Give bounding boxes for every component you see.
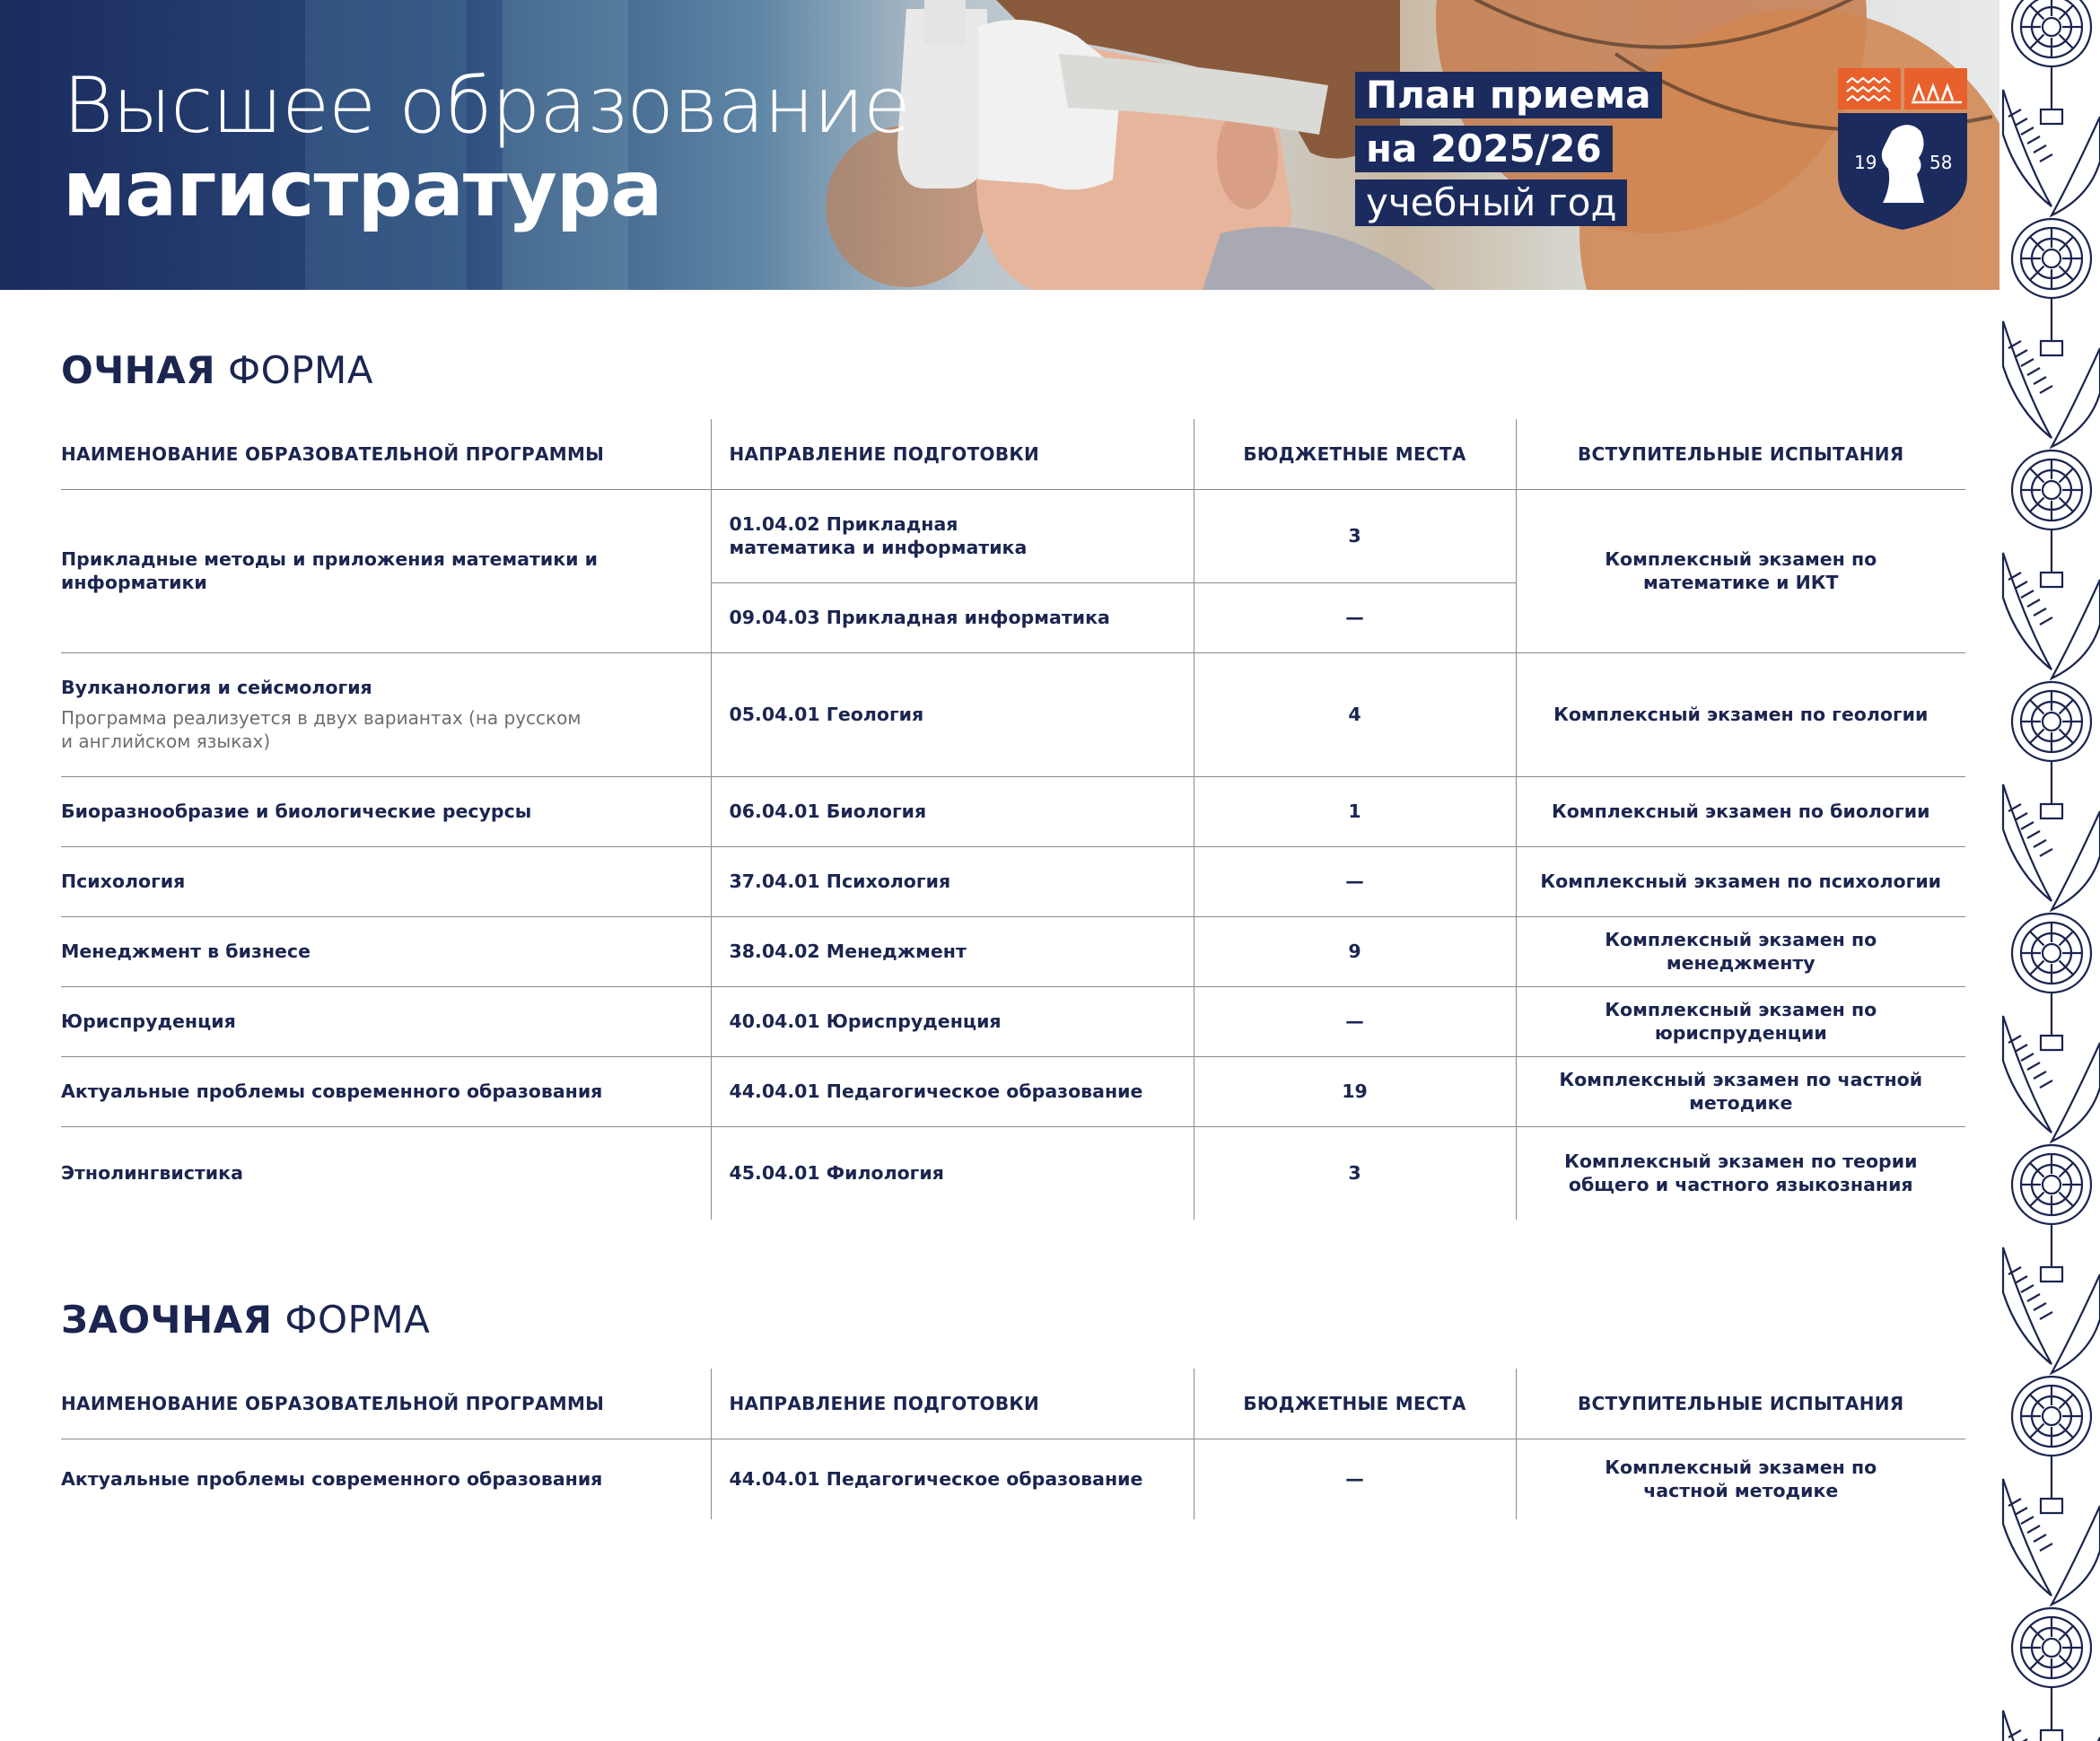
section-title-part-time (61, 1298, 430, 1342)
program-cell: Прикладные методы и приложения математики и информатики (61, 489, 711, 652)
program-cell: Актуальные проблемы современного образования (61, 1468, 603, 1491)
ornament-rosette (2003, 451, 2100, 678)
plan-line-2: на 2025/26 (1355, 126, 1613, 172)
direction-text: 01.04.02 Прикладная математика и информатика (729, 513, 1028, 558)
ornament-rosette (2003, 219, 2100, 447)
table-row (61, 652, 1965, 776)
program-name: Вулканология и сейсмология (61, 677, 372, 698)
table-row (61, 916, 1965, 986)
table-row (61, 1439, 1965, 1519)
places-cell: — (1194, 1439, 1516, 1519)
table-header-row (61, 419, 1965, 489)
places-cell: 4 (1194, 652, 1516, 776)
table-header-row (61, 1369, 1965, 1439)
section-title-bold: ЗАОЧНАЯ (61, 1298, 273, 1342)
ornament-rosette (2003, 682, 2100, 910)
exam-cell: Комплексный экзамен по юриспруденции (1516, 986, 1965, 1056)
exam-cell: Комплексный экзамен по менеджменту (1516, 916, 1965, 986)
title-line-2: магистратура (63, 144, 662, 234)
exam-cell: Комплексный экзамен по психологии (1516, 846, 1965, 916)
direction-cell: 40.04.01 Юриспруденция (711, 986, 1194, 1056)
admission-plan-badge (1355, 72, 1662, 233)
direction-cell: 09.04.03 Прикладная информатика (711, 582, 1194, 652)
ornament-rosette (2003, 1145, 2100, 1373)
banner-title (63, 61, 910, 234)
emblem-year-left: 19 (1854, 152, 1877, 173)
places-cell: 9 (1194, 916, 1516, 986)
places-cell: 3 (1194, 489, 1516, 582)
direction-cell: 38.04.02 Менеджмент (711, 916, 1194, 986)
exam-cell: Комплексный экзамен по геологии (1516, 652, 1965, 776)
header-budget-places: БЮДЖЕТНЫЕ МЕСТА (1194, 419, 1516, 489)
exam-cell: Комплексный экзамен по частной методике (1516, 1056, 1965, 1126)
direction-cell: 06.04.01 Биология (711, 776, 1194, 846)
ornament-pattern-icon (1999, 0, 2100, 1741)
direction-cell (711, 489, 1194, 582)
section-title-full-time (61, 348, 373, 392)
program-cell: Юриспруденция (61, 986, 711, 1056)
ornament-rosette (2003, 1608, 2100, 1741)
program-cell: Психология (61, 846, 711, 916)
program-cell: Биоразнообразие и биологические ресурсы (61, 776, 711, 846)
table-row (61, 986, 1965, 1056)
places-cell: 1 (1194, 776, 1516, 846)
plan-line-1: План приема (1355, 72, 1662, 118)
places-cell: — (1194, 846, 1516, 916)
header-direction: НАПРАВЛЕНИЕ ПОДГОТОВКИ (711, 419, 1194, 489)
table-row (61, 489, 1965, 582)
header-program: НАИМЕНОВАНИЕ ОБРАЗОВАТЕЛЬНОЙ ПРОГРАММЫ (61, 419, 711, 489)
exam-text: Комплексный экзамен по теории общего и частного языкознания (1564, 1150, 1918, 1196)
program-cell (61, 652, 711, 776)
header-banner (0, 0, 1999, 290)
direction-cell: 37.04.01 Психология (711, 846, 1194, 916)
ornament-rosette (2003, 0, 2100, 215)
part-time-table (61, 1369, 1965, 1519)
header-entrance-exams: ВСТУПИТЕЛЬНЫЕ ИСПЫТАНИЯ (1516, 1369, 1965, 1439)
decorative-ornament-strip (1999, 0, 2100, 1741)
section-title-light: ФОРМА (284, 1298, 431, 1342)
program-cell: Этнолингвистика (61, 1162, 243, 1185)
person-hoodie (1203, 227, 1436, 290)
table-row (61, 1126, 1965, 1220)
plan-line-3: учебный год (1355, 179, 1627, 226)
table-row (61, 776, 1965, 846)
ornament-rosette (2003, 1377, 2100, 1605)
exam-text: Комплексный экзамен по частной методике (1605, 1457, 1877, 1502)
places-cell: — (1194, 582, 1516, 652)
program-note: Программа реализуется в двух вариантах (на русском и английском языках) (61, 707, 582, 752)
exam-text: Комплексный экзамен по математике и ИКТ (1605, 548, 1877, 593)
header-budget-places: БЮДЖЕТНЫЕ МЕСТА (1194, 1369, 1516, 1439)
emblem-year-right: 58 (1929, 152, 1953, 173)
exam-cell (1516, 489, 1965, 652)
program-cell: Актуальные проблемы современного образования (61, 1056, 711, 1126)
section-title-light: ФОРМА (228, 348, 374, 392)
places-cell: 3 (1194, 1126, 1516, 1220)
program-cell: Менеджмент в бизнесе (61, 916, 711, 986)
table-row (61, 846, 1965, 916)
direction-cell: 44.04.01 Педагогическое образование (711, 1056, 1194, 1126)
exam-cell: Комплексный экзамен по биологии (1516, 776, 1965, 846)
ornament-rosette (2003, 914, 2100, 1142)
exam-cell (1516, 1126, 1965, 1220)
places-cell: — (1194, 986, 1516, 1056)
direction-cell: 44.04.01 Педагогическое образование (711, 1439, 1194, 1519)
university-crest-icon (1838, 68, 1967, 230)
full-time-table (61, 419, 1965, 1220)
header-program: НАИМЕНОВАНИЕ ОБРАЗОВАТЕЛЬНОЙ ПРОГРАММЫ (61, 1369, 711, 1439)
title-line-1: Высшее образование (63, 61, 910, 151)
table-row (61, 1056, 1965, 1126)
header-direction: НАПРАВЛЕНИЕ ПОДГОТОВКИ (711, 1369, 1194, 1439)
direction-cell: 05.04.01 Геология (711, 652, 1194, 776)
direction-cell: 45.04.01 Филология (711, 1126, 1194, 1220)
places-cell: 19 (1194, 1056, 1516, 1126)
exam-cell (1516, 1439, 1965, 1519)
header-entrance-exams: ВСТУПИТЕЛЬНЫЕ ИСПЫТАНИЯ (1516, 419, 1965, 489)
section-title-bold: ОЧНАЯ (61, 348, 216, 392)
